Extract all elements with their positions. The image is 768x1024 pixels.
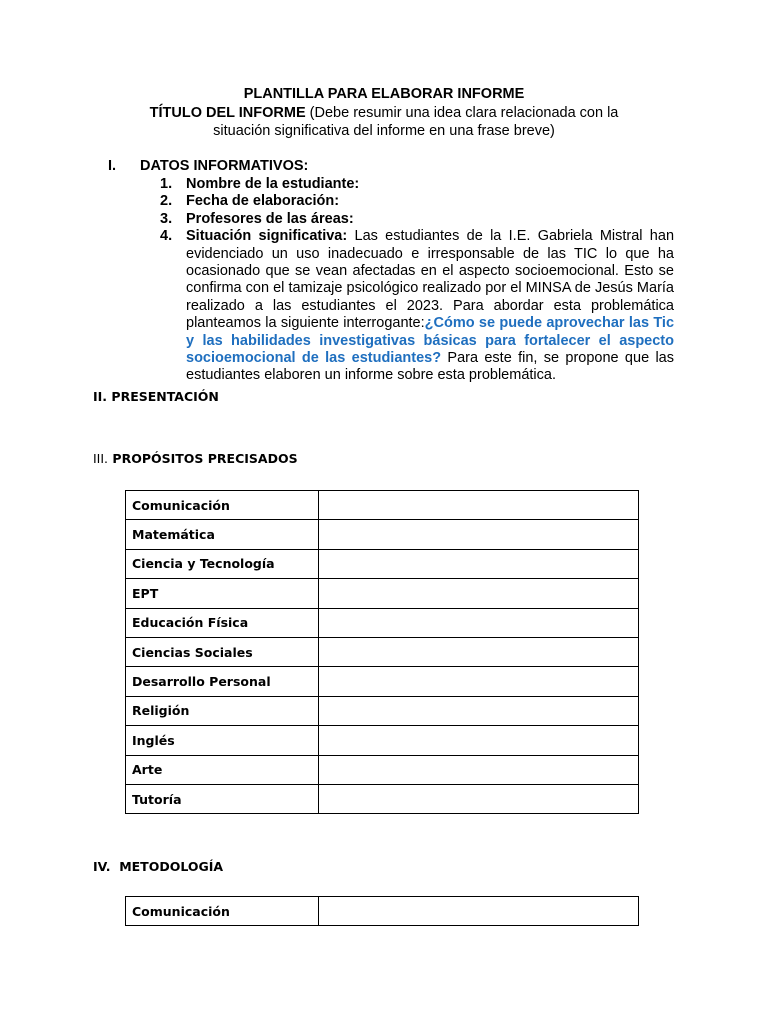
area-input-cell[interactable] [319,897,639,926]
table-row [126,637,639,666]
table-row [126,549,639,578]
report-title-hint: (Debe resumir una idea clara relacionada con la situación significativa del informe en una frase breve) [213,105,619,139]
area-label: Arte [126,755,319,784]
section-1-title: DATOS INFORMATIVOS: [140,158,309,174]
section-2-title: PRESENTACIÓN [111,389,219,404]
area-label: Ciencia y Tecnología [126,549,319,578]
section-4-heading [93,859,223,874]
significant-situation-label: Situación significativa: [186,228,348,245]
student-name-label: Nombre de la estudiante: [186,176,360,192]
area-input-cell[interactable] [319,755,639,784]
item-number: 2. [160,193,173,210]
area-label: Ciencias Sociales [126,637,319,666]
situation-text: Las estudiantes de la I.E. Gabriela Mistral han evidenciado un uso inadecuado e irresponsable de las TIC lo que ha ocasionado que se vean afectadas en el aspecto socioemocional. Esto se confirma con el tamizaje psicológico realizado por el MINSA de Jesús María realizado a las estudiantes el 2023. Para abordar esta problemática planteamos la siguiente interrogante: [186,228,675,332]
area-label: Religión [126,696,319,725]
area-input-cell[interactable] [319,491,639,520]
table-row [126,579,639,608]
section-3-title: PROPÓSITOS PRECISADOS [112,451,298,466]
area-label: Inglés [126,726,319,755]
area-input-cell[interactable] [319,637,639,666]
list-item [160,228,674,385]
area-input-cell[interactable] [319,608,639,637]
table-row [126,491,639,520]
teachers-label: Profesores de las áreas: [186,210,354,227]
list-item [160,176,674,193]
section-4-title: METODOLOGÍA [119,859,224,874]
report-title-label: TÍTULO DEL INFORME [149,105,306,121]
area-input-cell[interactable] [319,696,639,725]
document-title: PLANTILLA PARA ELABORAR INFORME [243,86,525,102]
section-2-number: II. [93,389,108,404]
area-label: Tutoría [126,784,319,813]
table-row [126,726,639,755]
table-row [126,784,639,813]
section-4-number: IV. [93,859,111,874]
significant-situation-paragraph [186,228,674,385]
area-label: Educación Física [126,608,319,637]
list-item [160,193,674,210]
area-label: Desarrollo Personal [126,667,319,696]
table-row [126,667,639,696]
guiding-question: ¿Cómo se puede aprovechar las Tic y las habilidades investigativas básicas para fortalecer el aspecto socioemocional de las estudiantes? [186,315,675,367]
purposes-table [125,490,639,814]
methodology-table [125,896,639,926]
list-item [160,211,674,228]
section-1-heading [108,158,308,174]
section-3-number: III. [93,451,109,466]
area-input-cell[interactable] [319,726,639,755]
informative-data-list [160,176,674,385]
item-number: 3. [160,210,173,227]
item-number: 4. [160,228,173,245]
section-1-number: I. [108,158,117,174]
table-row [126,520,639,549]
area-label: Comunicación [126,897,319,926]
date-label: Fecha de elaboración: [186,193,340,210]
report-title-instruction [120,104,648,140]
area-label: Matemática [126,520,319,549]
area-input-cell[interactable] [319,784,639,813]
area-input-cell[interactable] [319,549,639,578]
area-label: EPT [126,579,319,608]
table-row [126,696,639,725]
section-3-heading [93,451,298,466]
item-number: 1. [160,176,173,192]
area-input-cell[interactable] [319,520,639,549]
area-input-cell[interactable] [319,579,639,608]
section-2-heading [93,389,219,404]
table-row [126,755,639,784]
situation-closing-text: Para este fin, se propone que las estudiantes elaboren un informe sobre esta problemática. [186,350,674,384]
table-row [126,608,639,637]
table-row [126,897,639,926]
area-label: Comunicación [126,491,319,520]
area-input-cell[interactable] [319,667,639,696]
